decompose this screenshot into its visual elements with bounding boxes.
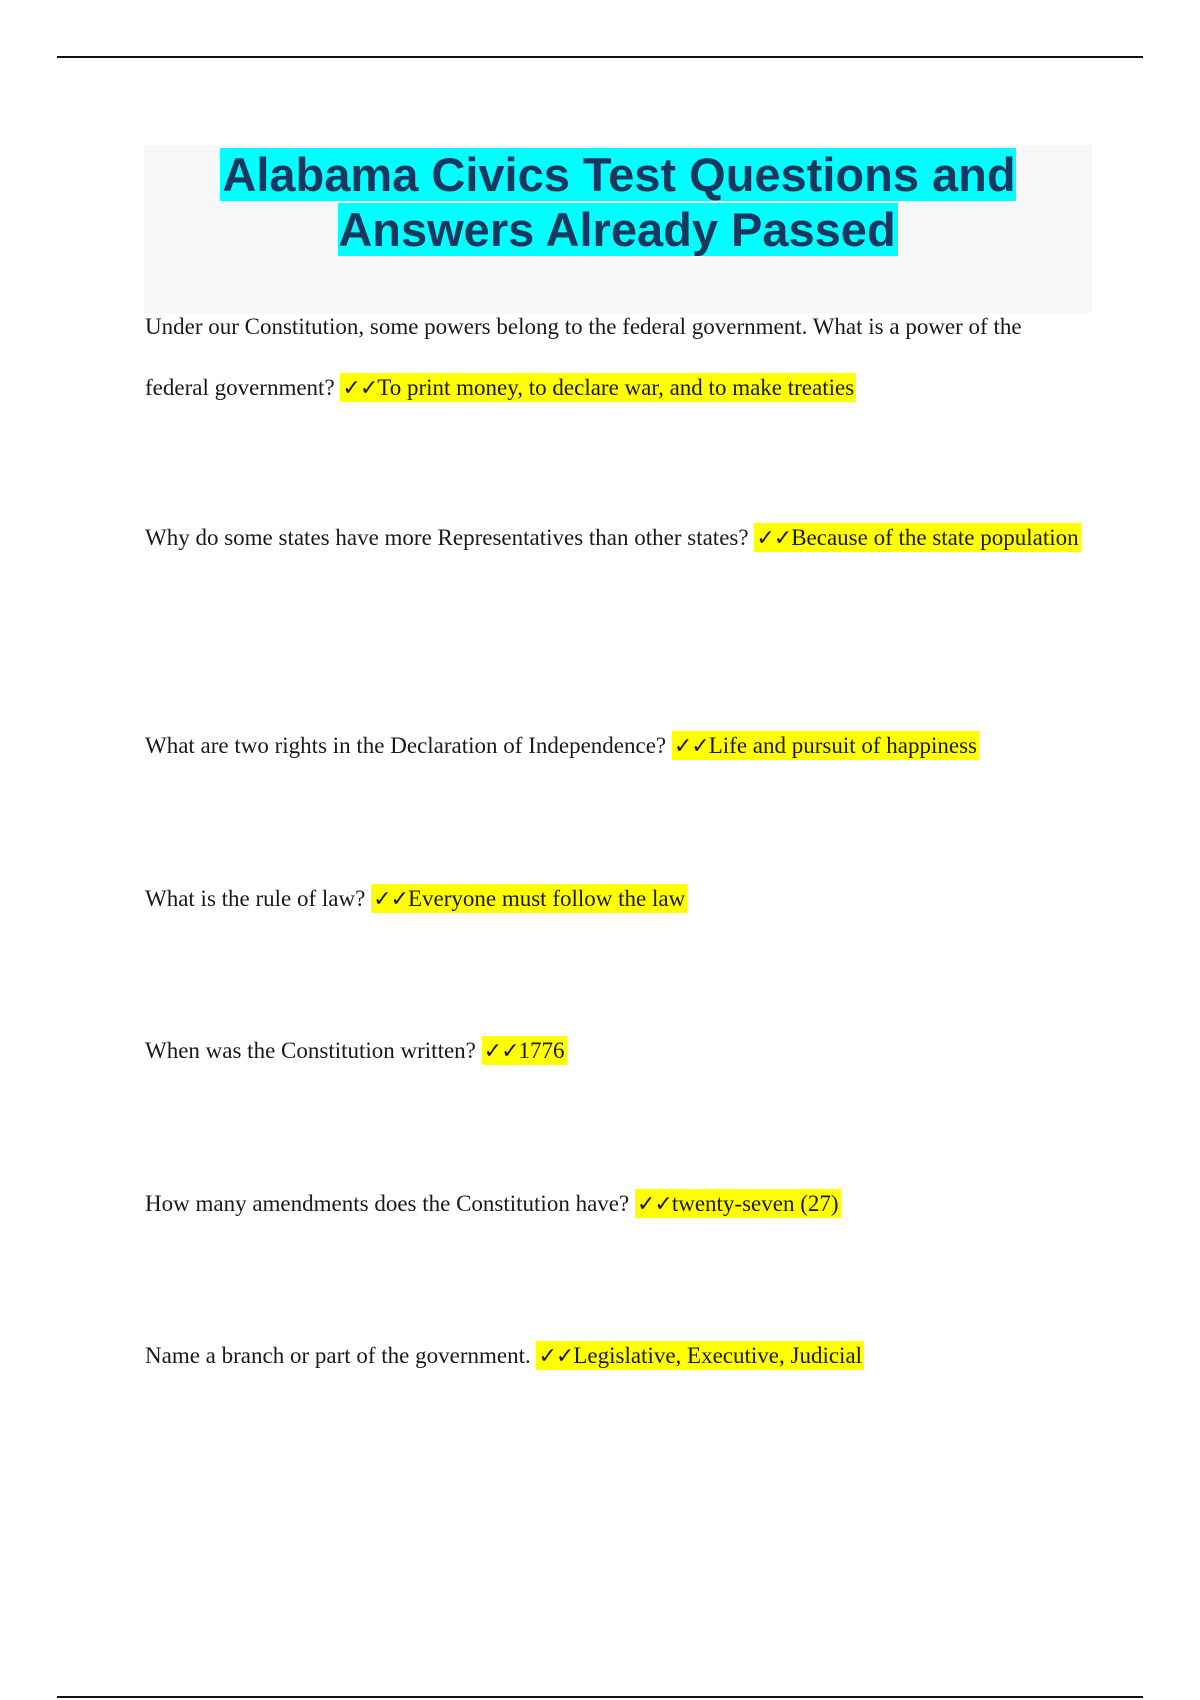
answer-highlight xyxy=(371,884,687,913)
qa-item-3 xyxy=(145,715,1085,777)
bottom-divider xyxy=(57,1696,1143,1698)
top-divider xyxy=(57,56,1143,58)
answer-highlight xyxy=(482,1036,567,1065)
answer-highlight xyxy=(536,1341,864,1370)
question-text: Why do some states have more Representatives than other states? xyxy=(145,525,749,550)
answer-highlight xyxy=(754,523,1080,552)
qa-item-1 xyxy=(145,296,1085,419)
answer-text: 1776 xyxy=(518,1038,565,1063)
question-text: Under our Constitution, some powers belong to the federal government. What is a power of the federal government? xyxy=(145,314,1022,400)
question-text: Name a branch or part of the government. xyxy=(145,1343,531,1368)
question-text: When was the Constitution written? xyxy=(145,1038,476,1063)
qa-item-6 xyxy=(145,1173,1085,1235)
title-banner xyxy=(144,145,1092,313)
qa-item-2 xyxy=(145,507,1085,569)
double-check-icon: ✓✓ xyxy=(756,526,792,551)
qa-item-5 xyxy=(145,1020,1085,1082)
question-text: How many amendments does the Constitution have? xyxy=(145,1191,630,1216)
double-check-icon: ✓✓ xyxy=(673,734,709,759)
double-check-icon: ✓✓ xyxy=(483,1039,519,1064)
answer-highlight xyxy=(672,731,979,760)
qa-item-4 xyxy=(145,868,1085,930)
answer-text: twenty-seven (27) xyxy=(671,1191,839,1216)
answer-text: Because of the state population xyxy=(791,525,1079,550)
question-text: What is the rule of law? xyxy=(145,886,366,911)
document-title: Alabama Civics Test Questions and Answers Already Passed xyxy=(222,148,1016,256)
answer-highlight xyxy=(340,373,856,402)
double-check-icon: ✓✓ xyxy=(538,1344,574,1369)
answer-text: Legislative, Executive, Judicial xyxy=(573,1343,863,1368)
qa-item-7 xyxy=(145,1325,1085,1387)
answer-text: Everyone must follow the law xyxy=(407,886,686,911)
double-check-icon: ✓✓ xyxy=(636,1192,672,1217)
question-text: What are two rights in the Declaration of Independence? xyxy=(145,733,667,758)
answer-text: To print money, to declare war, and to make treaties xyxy=(377,375,855,400)
double-check-icon: ✓✓ xyxy=(342,376,378,401)
answer-text: Life and pursuit of happiness xyxy=(708,733,978,758)
double-check-icon: ✓✓ xyxy=(373,887,408,912)
answer-highlight xyxy=(635,1189,841,1218)
